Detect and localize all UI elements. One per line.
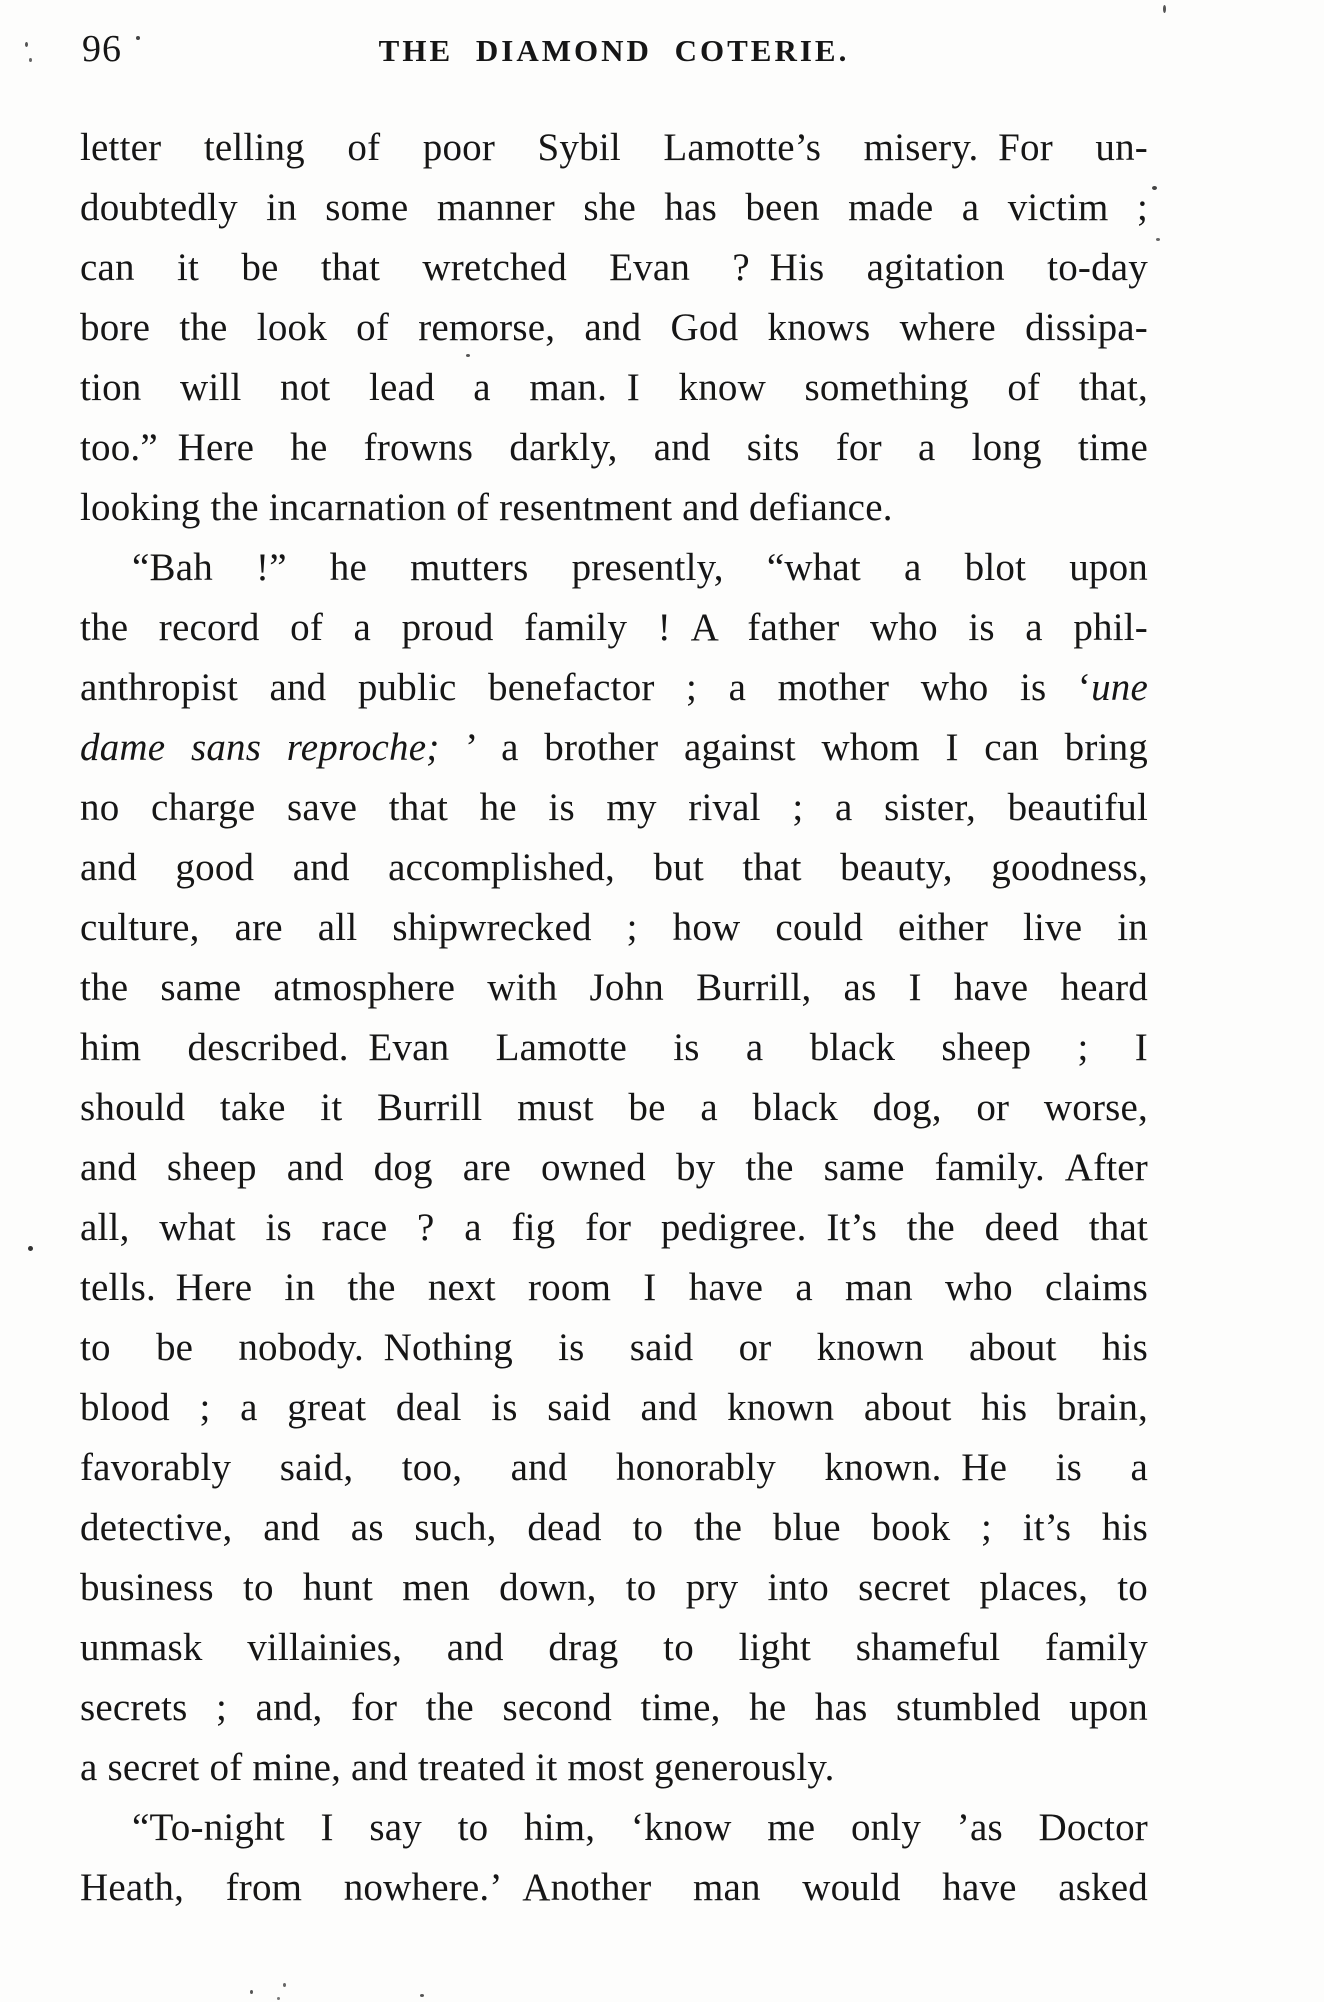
text-segment: blood ; a great deal is said and known about his brain, bbox=[80, 1386, 1148, 1429]
text-segment: letter telling of poor Sybil Lamotte’s misery. For un- bbox=[80, 126, 1148, 169]
text-segment: bore the look of remorse, and God knows where dissipa- bbox=[80, 306, 1148, 349]
scan-speck bbox=[25, 42, 28, 47]
text-segment: can it be that wretched Evan ? His agitation to-day bbox=[80, 246, 1148, 289]
text-segment: ’ a brother against whom I can bring bbox=[439, 726, 1148, 769]
text-line bbox=[80, 898, 1148, 958]
text-segment: anthropist and public benefactor ; a mother who is ‘ bbox=[80, 666, 1092, 709]
text-segment: tells. Here in the next room I have a man who claims bbox=[80, 1266, 1148, 1309]
text-segment: no charge save that he is my rival ; a sister, beautiful bbox=[80, 786, 1148, 829]
scan-speck bbox=[283, 1983, 286, 1987]
text-line bbox=[80, 1018, 1148, 1078]
text-line bbox=[80, 118, 1148, 178]
scan-speck bbox=[250, 1990, 253, 1994]
text-line bbox=[80, 1738, 1148, 1798]
text-segment: looking the incarnation of resentment and defiance. bbox=[80, 486, 893, 529]
text-line bbox=[80, 178, 1148, 238]
running-title: THE DIAMOND COTERIE. bbox=[378, 33, 850, 68]
text-line bbox=[80, 358, 1148, 418]
text-segment: favorably said, too, and honorably known. He is a bbox=[80, 1446, 1148, 1489]
text-line bbox=[80, 718, 1148, 778]
text-segment: him described. Evan Lamotte is a black sheep ; I bbox=[80, 1026, 1148, 1069]
text-line bbox=[80, 1798, 1148, 1858]
text-segment: Heath, from nowhere.’ Another man would have asked bbox=[80, 1866, 1148, 1909]
text-segment: unmask villainies, and drag to light shameful family bbox=[80, 1626, 1148, 1669]
body-text bbox=[80, 118, 1148, 1918]
text-line bbox=[80, 1438, 1148, 1498]
text-segment: the record of a proud family ! A father who is a phil- bbox=[80, 606, 1148, 649]
italic-text: une bbox=[1091, 666, 1148, 709]
text-line bbox=[80, 598, 1148, 658]
text-segment: should take it Burrill must be a black dog, or worse, bbox=[80, 1086, 1148, 1129]
text-line bbox=[80, 1138, 1148, 1198]
text-line bbox=[80, 1198, 1148, 1258]
italic-text: dame sans reproche; bbox=[80, 726, 440, 769]
scan-speck bbox=[420, 1994, 424, 1997]
text-line bbox=[80, 1498, 1148, 1558]
text-line bbox=[80, 1678, 1148, 1738]
text-segment: tion will not lead a man. I know something of that, bbox=[80, 366, 1148, 409]
text-line bbox=[80, 1378, 1148, 1438]
text-line bbox=[80, 1618, 1148, 1678]
text-segment: “To-night I say to him, ‘know me only ’as Doctor bbox=[132, 1806, 1148, 1849]
text-segment: a secret of mine, and treated it most generously. bbox=[80, 1746, 835, 1789]
text-segment: business to hunt men down, to pry into secret places, to bbox=[80, 1566, 1148, 1609]
text-line bbox=[80, 958, 1148, 1018]
text-line bbox=[80, 1558, 1148, 1618]
text-segment: secrets ; and, for the second time, he has stumbled upon bbox=[80, 1686, 1148, 1729]
text-line bbox=[80, 538, 1148, 598]
text-segment: all, what is race ? a fig for pedigree. It’s the deed that bbox=[80, 1206, 1148, 1249]
scan-speck bbox=[1163, 5, 1166, 13]
page-header bbox=[80, 28, 1148, 74]
page-number: 96 bbox=[82, 28, 122, 70]
text-segment: culture, are all shipwrecked ; how could either live in bbox=[80, 906, 1148, 949]
text-line bbox=[80, 1078, 1148, 1138]
scan-speck bbox=[1156, 238, 1160, 241]
text-segment: and good and accomplished, but that beauty, goodness, bbox=[80, 846, 1148, 889]
text-segment: doubtedly in some manner she has been made a victim ; bbox=[80, 186, 1148, 229]
text-line bbox=[80, 658, 1148, 718]
text-line bbox=[80, 1258, 1148, 1318]
text-line bbox=[80, 418, 1148, 478]
text-line bbox=[80, 1858, 1148, 1918]
text-segment: and sheep and dog are owned by the same family. After bbox=[80, 1146, 1148, 1189]
text-line bbox=[80, 238, 1148, 298]
text-line bbox=[80, 1318, 1148, 1378]
text-segment: “Bah !” he mutters presently, “what a blot upon bbox=[132, 546, 1148, 589]
text-line bbox=[80, 838, 1148, 898]
text-segment: the same atmosphere with John Burrill, as I have heard bbox=[80, 966, 1148, 1009]
scan-speck bbox=[1152, 186, 1157, 190]
text-segment: to be nobody. Nothing is said or known about his bbox=[80, 1326, 1148, 1369]
text-line bbox=[80, 298, 1148, 358]
scan-speck bbox=[29, 58, 32, 62]
text-line bbox=[80, 478, 1148, 538]
scan-speck bbox=[28, 1246, 33, 1251]
text-segment: detective, and as such, dead to the blue book ; it’s his bbox=[80, 1506, 1148, 1549]
scan-speck bbox=[277, 1997, 280, 2000]
text-segment: too.” Here he frowns darkly, and sits for a long time bbox=[80, 426, 1148, 469]
text-line bbox=[80, 778, 1148, 838]
